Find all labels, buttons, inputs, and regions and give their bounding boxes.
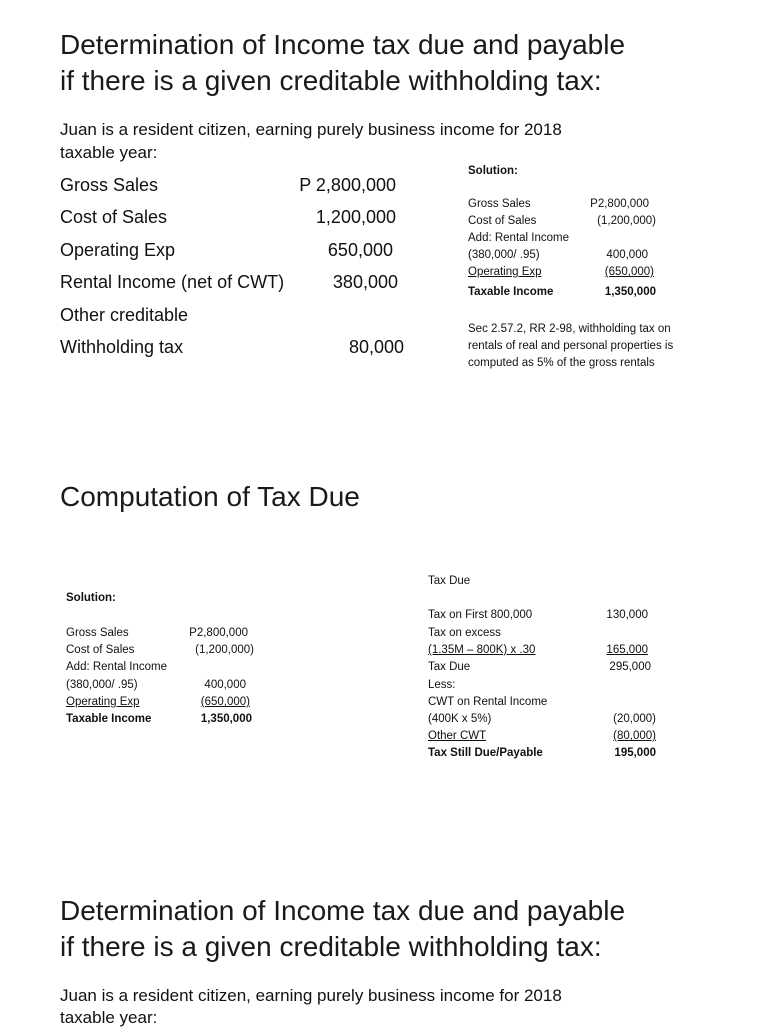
item-value: 380,000	[332, 272, 398, 292]
intro-line-1: Juan is a resident citizen, earning purely business income for 2018	[60, 120, 562, 139]
solution-label: Add: Rental Income	[66, 661, 168, 673]
tax-due-value: 295,000	[609, 661, 651, 673]
tax-due-label: Tax Still Due/Payable	[428, 747, 543, 759]
tax-due-value: 165,000	[606, 644, 648, 656]
tax-due-label: Other CWT	[428, 730, 487, 742]
item-value: 80,000	[348, 337, 404, 357]
tax-due-label: Tax Due	[428, 661, 471, 673]
solution-label: Add: Rental Income	[468, 232, 570, 244]
slide-title-line-1: Determination of Income tax due and payable	[60, 895, 626, 926]
tax-due-value: 195,000	[614, 747, 656, 759]
tax-due-label: CWT on Rental Income	[428, 696, 548, 708]
rr-note: Sec 2.57.2, RR 2-98, withholding tax on rentals of real and personal properties is computed as 5% of the gross rentals	[468, 323, 674, 369]
solution-label: Cost of Sales	[66, 644, 135, 656]
item-label: Other creditable	[60, 305, 189, 325]
solution-label: Operating Exp	[468, 266, 542, 278]
solution-label: Operating Exp	[66, 696, 140, 708]
solution-value: 400,000	[606, 249, 648, 261]
slide-title: Computation of Tax Due	[60, 481, 360, 512]
item-label: Gross Sales	[60, 175, 159, 195]
solution-value: 1,350,000	[200, 713, 252, 725]
item-value: 650,000	[327, 240, 393, 260]
tax-due-value: 130,000	[606, 609, 648, 621]
tax-due-label: (400K x 5%)	[428, 713, 492, 725]
solution-label: Cost of Sales	[468, 215, 537, 227]
slide-title-line-2: if there is a given creditable withholding tax:	[60, 931, 602, 962]
intro-line-2: taxable year:	[60, 143, 158, 162]
tax-due-value: (80,000)	[613, 730, 656, 742]
item-value: P 2,800,000	[299, 175, 396, 195]
solution-value: (650,000)	[604, 266, 654, 278]
solution-label: Taxable Income	[468, 286, 554, 298]
solution-value: 400,000	[204, 679, 246, 691]
solution-value: 1,350,000	[604, 286, 656, 298]
tax-due-heading: Tax Due	[428, 575, 471, 587]
solution-value: P2,800,000	[189, 627, 248, 639]
solution-value: (1,200,000)	[195, 644, 254, 656]
solution-label: Gross Sales	[468, 198, 531, 210]
slide-title-line-2: if there is a given creditable withholding tax:	[60, 65, 602, 96]
slide-title-line-1: Determination of Income tax due and payable	[60, 29, 626, 60]
item-value: 1,200,000	[315, 207, 396, 227]
tax-due-label: Less:	[428, 679, 456, 691]
solution-value: (1,200,000)	[597, 215, 656, 227]
item-label: Operating Exp	[60, 240, 176, 260]
tax-due-label: Tax on excess	[428, 627, 501, 639]
intro-line-1: Juan is a resident citizen, earning purely business income for 2018	[60, 986, 562, 1005]
tax-due-label: (1.35M – 800K) x .30	[428, 644, 536, 656]
intro-line-2: taxable year:	[60, 1008, 158, 1027]
solution-heading: Solution:	[468, 165, 518, 177]
item-label: Rental Income (net of CWT)	[60, 272, 285, 292]
solution-label: Taxable Income	[66, 713, 152, 725]
solution-label: (380,000/ .95)	[468, 249, 540, 261]
solution-value: (650,000)	[200, 696, 250, 708]
solution-value: P2,800,000	[590, 198, 649, 210]
solution-label: Gross Sales	[66, 627, 129, 639]
solution-heading: Solution:	[66, 592, 116, 604]
solution-label: (380,000/ .95)	[66, 679, 138, 691]
item-label: Withholding tax	[60, 337, 184, 357]
tax-due-value: (20,000)	[613, 713, 656, 725]
tax-due-label: Tax on First 800,000	[428, 609, 533, 621]
item-label: Cost of Sales	[60, 207, 168, 227]
